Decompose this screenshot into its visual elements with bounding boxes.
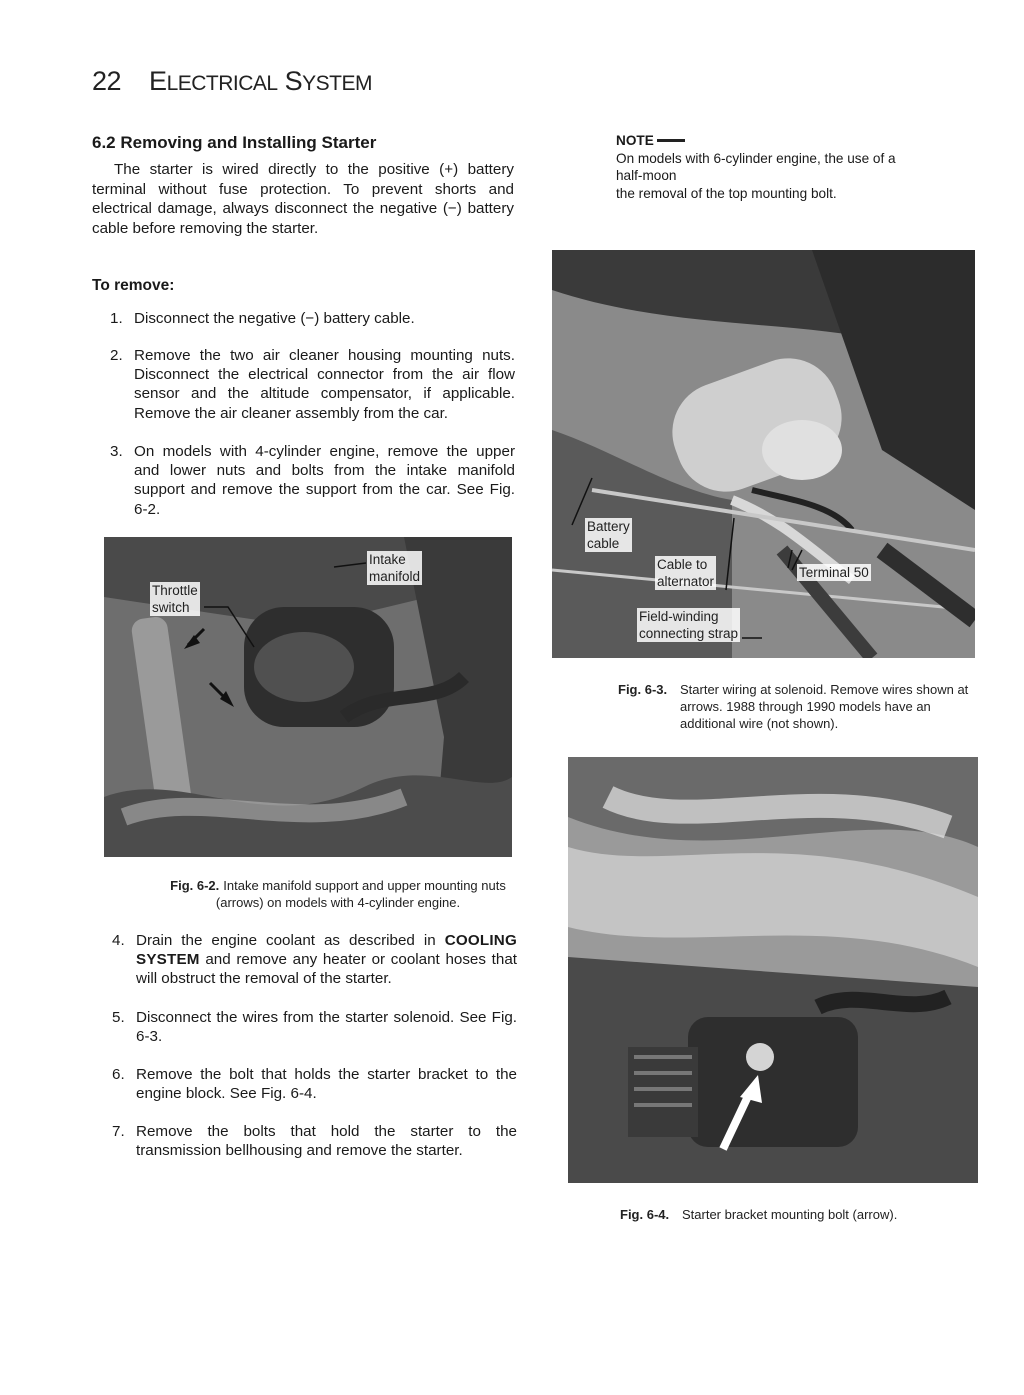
step-1 <box>110 309 515 328</box>
caption-line: Intake manifold support and upper mounting nuts <box>223 878 506 893</box>
solenoid-photo-illustration <box>552 250 975 658</box>
note-line: half-moon <box>616 168 677 183</box>
step-number: 2. <box>110 347 123 364</box>
step-number: 4. <box>112 932 125 949</box>
step-4 <box>112 931 517 989</box>
page-number: 22 <box>92 66 122 96</box>
callout-line: Field-winding <box>639 609 719 624</box>
note-box <box>616 132 936 202</box>
step-number: 7. <box>112 1123 125 1140</box>
note-dash <box>657 139 685 142</box>
to-remove-heading: To remove: <box>92 277 175 294</box>
fig-6-3-photo <box>552 250 975 658</box>
note-line: On models with 6-cylinder engine, the use of a <box>616 150 896 166</box>
caption-line: (arrows) on models with 4-cylinder engine. <box>215 895 461 910</box>
callout-line: manifold <box>369 569 421 584</box>
page-header <box>92 66 372 97</box>
step-number: 3. <box>110 443 123 460</box>
fig-6-2-caption <box>158 877 518 911</box>
title-initial-2: S <box>284 66 303 96</box>
fig-6-3-caption <box>618 681 980 732</box>
fig-6-4-caption <box>620 1206 960 1223</box>
step-text: Disconnect the wires from the starter solenoid. See Fig. 6-3. <box>136 1009 517 1046</box>
step-text-part: and remove any heater or coolant hoses that will obstruct the removal of the starter. <box>136 951 517 988</box>
bracket-photo-illustration <box>568 757 978 1183</box>
callout-line: Battery <box>587 519 630 534</box>
step-text: On models with 4-cylinder engine, remove the upper and lower nuts and bolts from the intake manifold support and remove the support from the car. See Fig. 6-2. <box>134 443 515 518</box>
caption-text: Starter wiring at solenoid. Remove wires shown at arrows. 1988 through 1990 models have an additional wire (not shown). <box>680 682 969 731</box>
title-rest-2: YSTEM <box>302 72 372 95</box>
callout-line: alternator <box>657 574 715 589</box>
step-number: 6. <box>112 1066 125 1083</box>
step-2 <box>110 346 515 423</box>
callout-line: switch <box>152 600 190 615</box>
step-number: 5. <box>112 1009 125 1026</box>
step-text: Remove the bolts that hold the starter to the transmission bellhousing and remove the starter. <box>136 1123 517 1160</box>
step-text-part: Drain the engine coolant as described in <box>136 932 445 949</box>
intro-paragraph: The starter is wired directly to the positive (+) battery terminal without fuse protection. To prevent shorts and electrical damage, always disconnect the negative (−) battery cable before removing the starter. <box>92 161 514 237</box>
step-text: Remove the two air cleaner housing mounting nuts. Disconnect the electrical connector from the air flow sensor and the altitude compensator, if applicable. Remove the air cleaner assembly from the car. <box>134 347 515 422</box>
fig-6-4-photo <box>568 757 978 1183</box>
fig-label: Fig. 6-2. <box>170 878 220 893</box>
step-6 <box>112 1065 517 1103</box>
caption-text: Starter bracket mounting bolt (arrow). <box>682 1207 898 1222</box>
note-label <box>616 132 936 150</box>
callout-cable-to-alternator <box>655 556 716 590</box>
cross-reference: COOLING SYSTEM <box>136 932 517 969</box>
callout-battery-cable <box>585 518 632 552</box>
fig-label: Fig. 6-4. <box>620 1207 670 1222</box>
step-3 <box>110 442 515 519</box>
callout-terminal-50 <box>797 564 871 581</box>
callout-field-winding <box>637 608 740 642</box>
note-label-text: NOTE <box>616 133 654 148</box>
step-text: Remove the bolt that holds the starter bracket to the engine block. See Fig. 6-4. <box>136 1066 517 1103</box>
step-5 <box>112 1008 517 1046</box>
callout-line: Intake <box>369 552 406 567</box>
step-text: Disconnect the negative (−) battery cable. <box>134 310 415 327</box>
callout-line: connecting strap <box>639 626 739 641</box>
title-initial-1: E <box>149 66 167 96</box>
callout-throttle-switch <box>150 582 200 616</box>
note-line: the removal of the top mounting bolt. <box>616 185 837 201</box>
step-7 <box>112 1122 517 1160</box>
callout-intake-manifold <box>367 551 422 585</box>
title-rest-1: LECTRICAL <box>166 72 278 95</box>
step-text <box>136 931 517 989</box>
callout-line: cable <box>587 536 620 551</box>
callout-line: Cable to <box>657 557 708 572</box>
step-number: 1. <box>110 310 123 327</box>
callout-line: Throttle <box>152 583 198 598</box>
fig-label: Fig. 6-3. <box>618 682 668 697</box>
section-title: 6.2 Removing and Installing Starter <box>92 133 377 152</box>
callout-line: Terminal 50 <box>799 565 869 580</box>
